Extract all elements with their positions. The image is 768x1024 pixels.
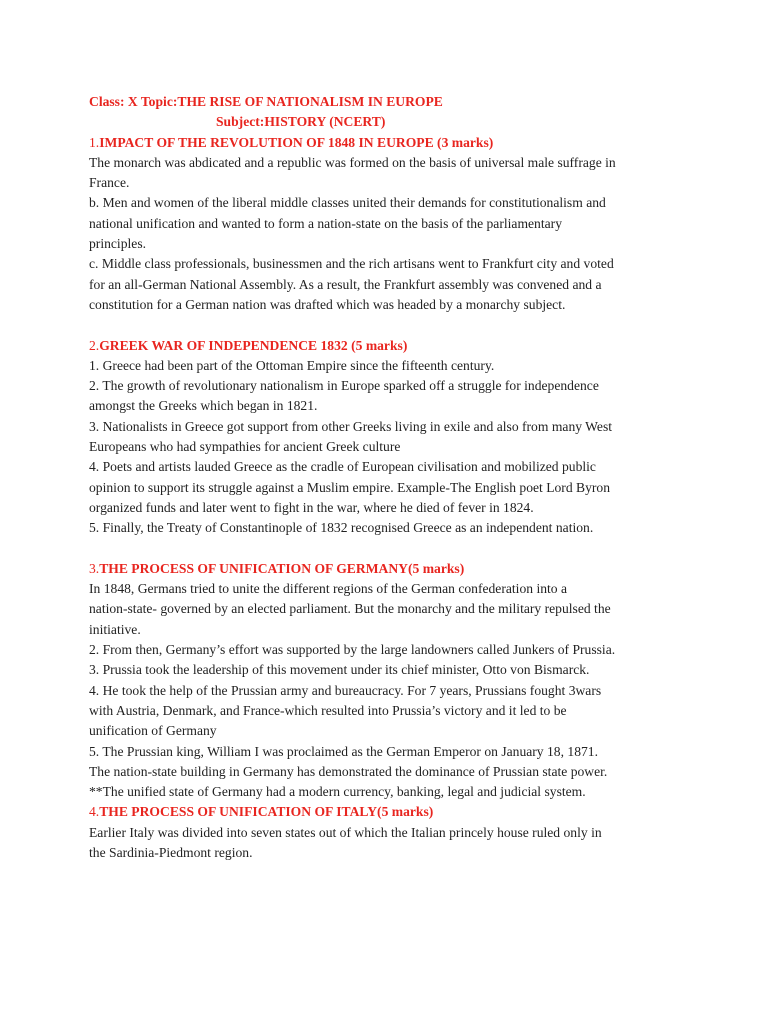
text-line: c. Middle class professionals, businessmen and the rich artisans went to Frankfurt city and voted [89,256,614,272]
section-number: 2. [89,337,100,353]
text-line: The nation-state building in Germany has demonstrated the dominance of Prussian state power. [89,763,608,779]
text-line: 5. The Prussian king, William I was proclaimed as the German Emperor on January 18, 1871. [89,743,598,759]
class-topic-heading: Class: X Topic:THE RISE OF NATIONALISM IN EUROPE [89,94,443,109]
text-line: 2. From then, Germany’s effort was supported by the large landowners called Junkers of Prussia. [89,642,616,658]
text-line: 4. He took the help of the Prussian army and bureaucracy. For 7 years, Prussians fought 3wars [89,682,602,698]
text-line: The monarch was abdicated and a republic was formed on the basis of universal male suffrage in [89,154,616,170]
section-title: IMPACT OF THE REVOLUTION OF 1848 IN EUROPE (3 marks) [99,134,494,150]
text-line: unification of Germany [89,723,217,739]
text-line: nation-state- governed by an elected parliament. But the monarchy and the military repulsed the [89,601,611,617]
section-number: 1. [89,134,100,150]
section-heading [89,802,679,822]
text-line: b. Men and women of the liberal middle classes united their demands for constitutionalism and [89,195,606,211]
text-line: France. [89,175,130,191]
spacer [89,539,679,559]
subject-heading: Subject:HISTORY (NCERT) [216,114,386,130]
section-title: THE PROCESS OF UNIFICATION OF GERMANY(5 marks) [99,560,465,576]
section-number: 4. [89,804,100,820]
text-line: 3. Nationalists in Greece got support from other Greeks living in exile and also from many West [89,418,613,434]
text-line: 2. The growth of revolutionary nationalism in Europe sparked off a struggle for independence [89,378,599,394]
text-line: national unification and wanted to form a nation-state on the basis of the parliamentary [89,215,562,231]
text-line: initiative. [89,621,141,637]
text-line: constitution for a German nation was drafted which was headed by a monarchy subject. [89,296,566,312]
section-title: THE PROCESS OF UNIFICATION OF ITALY(5 marks) [99,804,434,820]
text-line: with Austria, Denmark, and France-which resulted into Prussia’s victory and it led to be [89,702,567,718]
text-line: 4. Poets and artists lauded Greece as the cradle of European civilisation and mobilized public [89,459,596,475]
document-page [89,92,679,863]
section-title: GREEK WAR OF INDEPENDENCE 1832 (5 marks) [99,337,408,353]
text-line: organized funds and later went to fight in the war, where he died of fever in 1824. [89,499,534,515]
section-heading [89,559,679,579]
text-line: Earlier Italy was divided into seven states out of which the Italian princely house ruled only in [89,824,602,840]
spacer [89,315,679,335]
text-line: the Sardinia-Piedmont region. [89,844,253,860]
section-heading [89,336,679,356]
text-line: 1. Greece had been part of the Ottoman Empire since the fifteenth century. [89,357,495,373]
text-line: 5. Finally, the Treaty of Constantinople of 1832 recognised Greece as an independent nation. [89,520,594,536]
text-line: for an all-German National Assembly. As a result, the Frankfurt assembly was convened and a [89,276,602,292]
section-heading [89,133,679,153]
text-line: **The unified state of Germany had a modern currency, banking, legal and judicial system. [89,784,586,800]
text-line: opinion to support its struggle against a Muslim empire. Example-The English poet Lord Byron [89,479,611,495]
text-line: Europeans who had sympathies for ancient Greek culture [89,439,401,455]
text-line: principles. [89,236,147,252]
text-line: amongst the Greeks which began in 1821. [89,398,318,414]
text-line: In 1848, Germans tried to unite the different regions of the German confederation into a [89,581,568,597]
section-number: 3. [89,560,100,576]
text-line: 3. Prussia took the leadership of this movement under its chief minister, Otto von Bismarck. [89,662,590,678]
